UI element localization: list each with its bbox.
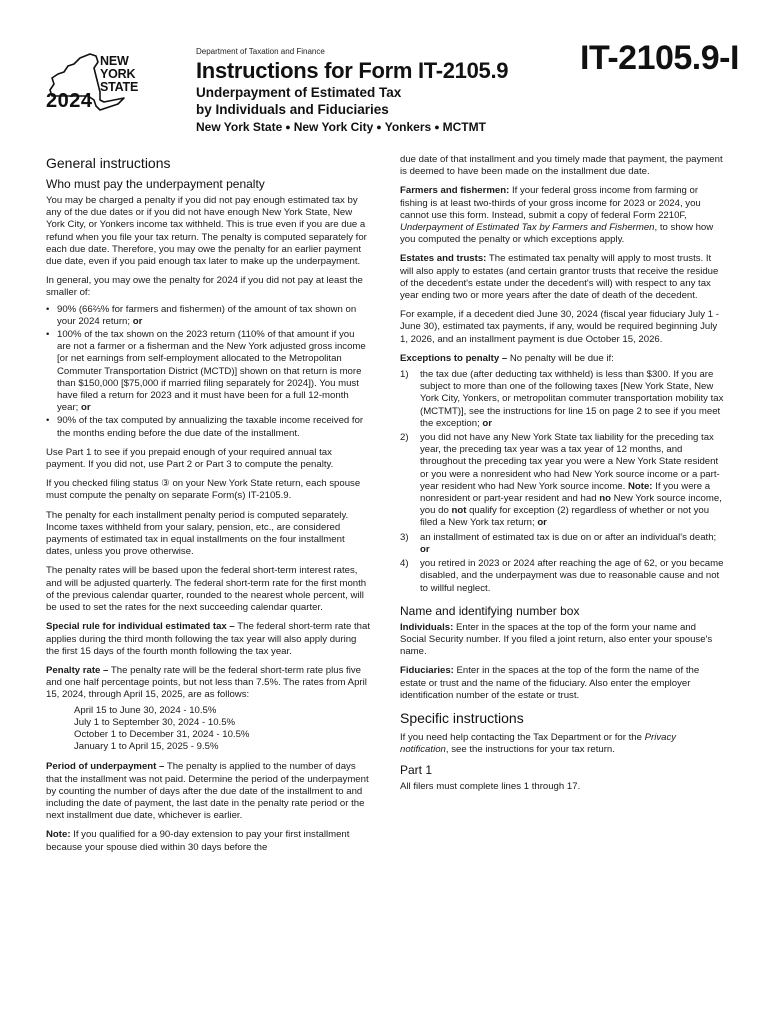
part1-heading: Part 1 bbox=[400, 763, 433, 778]
logo-year: 2024 bbox=[46, 90, 93, 112]
penalty-rate-paragraph: Penalty rate – The penalty rate will be the federal short-term rate plus five and one half percentage points, but not less than 7.5%. The rates from April 15, 2024, through April 15, 2025, are as follows: bbox=[46, 664, 367, 701]
list-item: • 90% (66⅔% for farmers and fishermen) of the amount of tax shown on your 2024 return; or bbox=[46, 304, 370, 328]
specific-paragraph: If you need help contacting the Tax Department or for the Privacy notification, see the instructions for your tax return. bbox=[400, 731, 677, 756]
note-paragraph: Note: If you qualified for a 90-day extension to pay your first installment because your spouse died within 30 days before the bbox=[46, 829, 350, 853]
who-paragraph-1: You may be charged a penalty if you did not pay enough estimated tax by any of the due dates or if you did not have enough New York State, New York City, or Yonkers income tax withheld. This is true even if you are due a refund when you file your tax return. The penalty is computed separately for each due date. Therefore, you may owe the penalty for an earlier payment due date, even if you paid enough tax later to make up the underpayment. bbox=[46, 195, 367, 268]
bullet-dot-icon: ● bbox=[285, 122, 291, 132]
exceptions-paragraph: Exceptions to penalty – No penalty will be due if: bbox=[400, 352, 614, 364]
bullet-dot-icon: ● bbox=[376, 122, 382, 132]
list-item: • 90% of the tax computed by annualizing the taxable income received for the months ending before the due date of the installment. bbox=[46, 415, 370, 439]
form-number: IT-2105.9-I bbox=[580, 39, 739, 77]
list-item: • 100% of the tax shown on the 2023 return (110% of that amount if you are not a farmer or a fisherman and the New York adjusted gross income [or net earnings from self-employment allocated to the Metropolitan Commuter Transportation District (MCTD)] shown on that return is more than $150,000 [$75,000 if married filing separately for 2024]). You must have filed a return for 2023 and it must have been for a full 12-month year; or bbox=[46, 329, 370, 414]
left-column bbox=[46, 154, 370, 861]
continued-paragraph: due date of that installment and you timely made that payment, the payment is deemed to have been made on the installment due date. bbox=[400, 154, 723, 178]
list-item: 4) you retired in 2023 or 2024 after reaching the age of 62, or you became disabled, and the underpayment was due to reasonable cause and not to willful neglect. bbox=[400, 558, 724, 594]
rate-row: April 15 to June 30, 2024 - 10.5% bbox=[74, 704, 217, 716]
jurisdictions: New York State ● New York City ● Yonkers ● MCTMT bbox=[196, 120, 486, 134]
who-paragraph-2: In general, you may owe the penalty for 2024 if you did not pay at least the smaller of: bbox=[46, 275, 363, 299]
part1-paragraph: Use Part 1 to see if you prepaid enough of your required annual tax payment. If you did not, use Part 2 or Part 3 to compute the penalty. bbox=[46, 446, 334, 471]
exceptions-list bbox=[400, 369, 724, 595]
logo-state-name: NEW YORK STATE bbox=[100, 54, 139, 94]
specific-instructions-heading: Specific instructions bbox=[400, 709, 524, 726]
period-paragraph: Period of underpayment – The penalty is applied to the number of days that the installment was not paid. Determine the period of the underpayment by counting the number of days after the due date of the installment to and including the date of payment, the last date in the penalty rate period or the next installment due date, whichever is earlier. bbox=[46, 761, 369, 822]
fiduciaries-paragraph: Fiduciaries: Enter in the spaces at the top of the form the name of the estate or trust and the name of the fiduciary. Also enter the employer identification number of the estate or trust. bbox=[400, 665, 700, 701]
example-paragraph: For example, if a decedent died June 30, 2024 (fiscal year fiduciary July 1 - June 30), estimated tax payments, if any, would be required beginning July 1, 2026, and an installment payment is due October 15, 2026. bbox=[400, 309, 719, 345]
subtitle: Underpayment of Estimated Tax by Individuals and Fiduciaries bbox=[196, 85, 402, 117]
individuals-paragraph: Individuals: Enter in the spaces at the top of the form your name and Social Security number. If you filed a joint return, also enter your spouse's name. bbox=[400, 621, 713, 658]
bullet-dot-icon: ● bbox=[434, 122, 440, 132]
name-box-heading: Name and identifying number box bbox=[400, 603, 580, 618]
part1-text: All filers must complete lines 1 through 17. bbox=[400, 781, 581, 793]
list-item: 2) you did not have any New York State tax liability for the preceding tax year, the preceding tax year was a tax year of 12 months, and throughout the preceding tax year you were a New York State resident or you were a nonresident who had New York source income or a part-year resident who had New York source income. Note: If you were a nonresident or part-year resident and had no New York source income, you do not qualify for exception (2) regardless of whether or not you filed a New York tax return; or bbox=[400, 432, 722, 529]
general-instructions-heading: General instructions bbox=[46, 155, 171, 171]
rates-paragraph: The penalty rates will be based upon the federal short-term interest rates, and will be adjusted quarterly. The federal short-term rate for the first month of the previous calendar quarter, rounded to the nearest whole percent, will be used to set the rates for the next succeeding calendar quarter. bbox=[46, 565, 367, 614]
smaller-of-list bbox=[46, 304, 370, 440]
penalty-rates-list bbox=[46, 705, 370, 754]
page-title: Instructions for Form IT-2105.9 bbox=[196, 58, 509, 83]
department-name: Department of Taxation and Finance bbox=[196, 47, 325, 56]
estates-paragraph: Estates and trusts: The estimated tax penalty will apply to most trusts. It will also apply to estates (and certain grantor trusts that receive the residue of the decedent's estate under the decedent's will) with respect to any tax year ending two or more years after the date of death of the decedent. bbox=[400, 253, 719, 302]
right-column bbox=[400, 154, 724, 801]
rate-row: October 1 to December 31, 2024 - 10.5% bbox=[74, 728, 250, 740]
rate-row: July 1 to September 30, 2024 - 10.5% bbox=[74, 716, 236, 728]
computed-paragraph: The penalty for each installment penalty period is computed separately. Income taxes withheld from your salary, pension, etc., are considered payments of estimated tax in equal installments on the four installment dates, unless you prove otherwise. bbox=[46, 509, 349, 558]
list-item: 1) the tax due (after deducting tax withheld) is less than $300. If you are subject to more than one of the following taxes [New York State, New York City, Yonkers, or metropolitan commuter transportation mobility tax (MCTMT)], see the instructions for line 15 on page 2 to see if you meet the exception; or bbox=[400, 369, 724, 429]
special-rule-paragraph: Special rule for individual estimated tax – The federal short-term rate that applies during the third month following the tax year will also apply during the first 15 days of the fourth month following the tax year. bbox=[46, 621, 371, 657]
who-must-pay-heading: Who must pay the underpayment penalty bbox=[46, 177, 265, 191]
filing-status-paragraph: If you checked filing status ③ on your New York State return, each spouse must compute the penalty on separate Form(s) IT-2105.9. bbox=[46, 478, 361, 502]
list-item: 3) an installment of estimated tax is due on or after an individual's death; or bbox=[400, 531, 717, 555]
rate-row: January 1 to April 15, 2025 - 9.5% bbox=[74, 741, 219, 753]
farmers-paragraph: Farmers and fishermen: If your federal gross income from farming or fishing is at least two-thirds of your gross income for 2023 or 2024, you cannot use this form. Instead, submit a copy of federal Form 2210F, Underpayment of Estimated Tax by Farmers and Fishermen, to show how you computed the penalty or which exceptions apply. bbox=[400, 185, 714, 246]
